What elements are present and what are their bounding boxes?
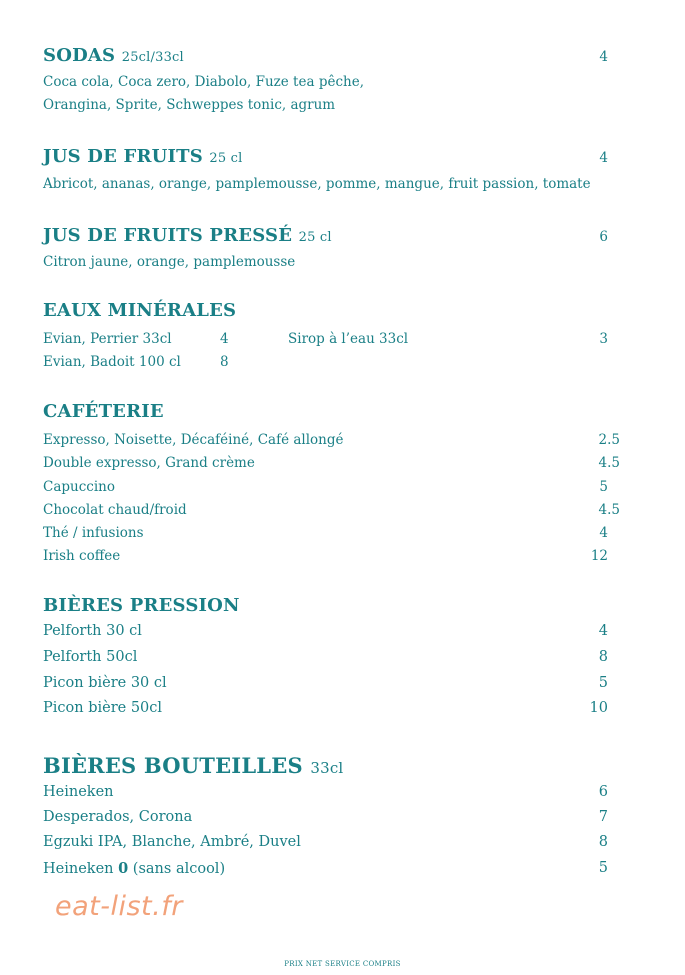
section-title-cafeterie: CAFÉTERIE xyxy=(43,401,164,422)
list-item: Egzuki IPA, Blanche, Ambré, Duvel xyxy=(43,834,301,850)
item-text: Orangina, Sprite, Schweppes tonic, agrum xyxy=(43,97,336,113)
item-text: Abricot, ananas, orange, pamplemousse, pomme, mangue, fruit passion, tomate xyxy=(43,176,591,192)
section-title-pression: BIÈRES PRESSION xyxy=(43,595,240,616)
list-item: Pelforth 30 cl xyxy=(43,623,142,639)
price: 5 xyxy=(598,860,608,876)
footer-note: PRIX NET SERVICE COMPRIS xyxy=(284,960,401,968)
price: 8 xyxy=(598,834,608,850)
zero-label: 0 xyxy=(118,860,129,877)
list-item: Capuccino xyxy=(43,479,115,495)
list-item: Heineken 0 (sans alcool) xyxy=(43,860,226,877)
price: 4 xyxy=(598,623,608,639)
price: 4.5 xyxy=(598,455,620,471)
price: 4 xyxy=(599,525,608,541)
price: 7 xyxy=(598,809,608,825)
list-item: Thé / infusions xyxy=(43,525,144,541)
price: 8 xyxy=(220,354,229,370)
section-size: 25 cl xyxy=(298,230,332,245)
price: 4 xyxy=(599,49,608,65)
price: 4 xyxy=(220,331,229,347)
item-text: Citron jaune, orange, pamplemousse xyxy=(43,254,296,270)
list-item: Heineken xyxy=(43,784,114,800)
price: 3 xyxy=(599,331,608,347)
section-title-jus: JUS DE FRUITS 25 cl xyxy=(43,146,243,167)
item-text: Coca cola, Coca zero, Diabolo, Fuze tea pêche, xyxy=(43,74,364,90)
list-item: Picon bière 50cl xyxy=(43,700,163,716)
list-item: Sirop à l’eau 33cl xyxy=(288,331,409,347)
price: 4.5 xyxy=(598,502,620,518)
section-size: 25cl/33cl xyxy=(121,50,184,65)
section-title-bouteilles: BIÈRES BOUTEILLES 33cl xyxy=(43,753,344,778)
section-size: 25 cl xyxy=(209,151,243,166)
list-item: Expresso, Noisette, Décaféiné, Café allongé xyxy=(43,432,344,448)
list-item: Pelforth 50cl xyxy=(43,649,138,665)
price: 5 xyxy=(598,675,608,691)
price: 2.5 xyxy=(598,432,620,448)
section-size: 33cl xyxy=(310,759,344,777)
price: 6 xyxy=(598,784,608,800)
price: 5 xyxy=(599,479,608,495)
watermark-logo: eat-list.fr xyxy=(55,891,183,922)
list-item: Irish coffee xyxy=(43,548,121,564)
list-item: Desperados, Corona xyxy=(43,809,193,825)
section-title-sodas: SODAS 25cl/33cl xyxy=(43,45,184,66)
price: 6 xyxy=(599,229,608,245)
list-item: Picon bière 30 cl xyxy=(43,675,167,691)
price: 4 xyxy=(599,150,608,166)
price: 10 xyxy=(589,700,608,716)
list-item: Evian, Badoit 100 cl xyxy=(43,354,181,370)
price: 12 xyxy=(590,548,608,564)
list-item: Double expresso, Grand crème xyxy=(43,455,255,471)
list-item: Evian, Perrier 33cl xyxy=(43,331,172,347)
list-item: Chocolat chaud/froid xyxy=(43,502,187,518)
section-title-jus-presse: JUS DE FRUITS PRESSÉ 25 cl xyxy=(43,225,332,246)
section-title-eaux: EAUX MINÉRALES xyxy=(43,300,237,321)
price: 8 xyxy=(598,649,608,665)
